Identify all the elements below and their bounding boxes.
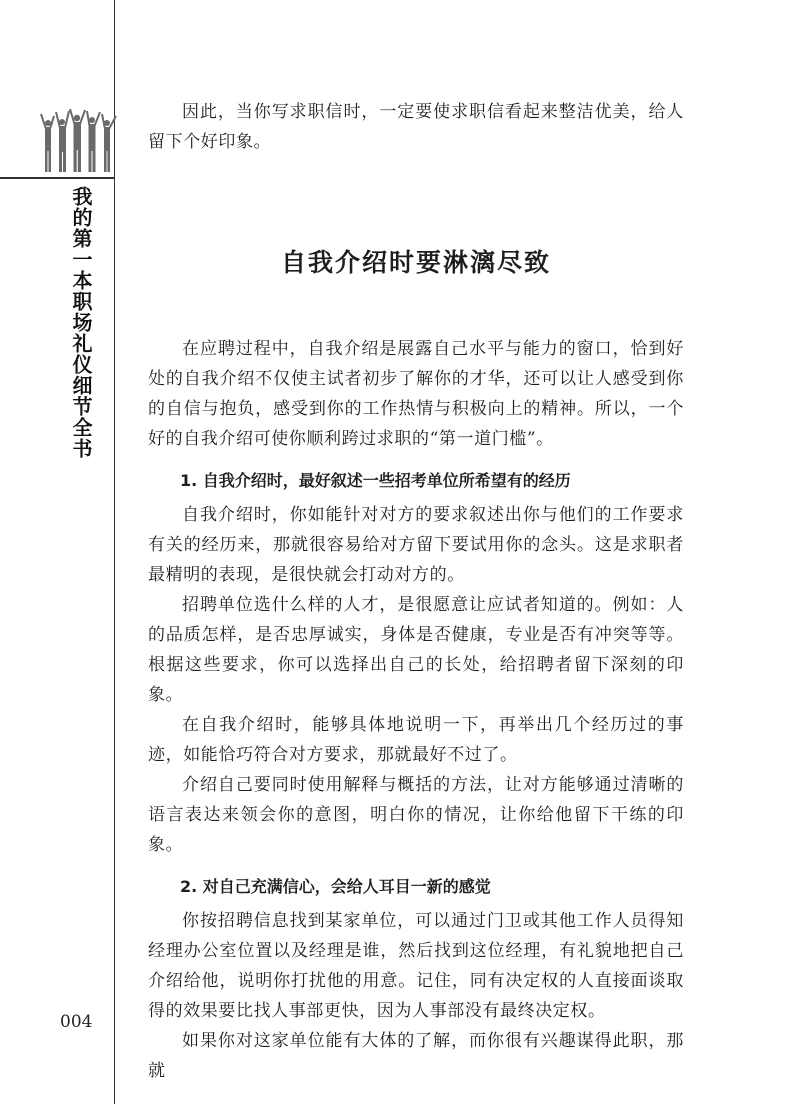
cheering-people-icon	[40, 108, 118, 174]
subsection-heading-2: 2. 对自己充满信心，会给人耳目一新的感觉	[180, 877, 491, 896]
subsection-1-paragraph: 在自我介绍时，能够具体地说明一下，再举出几个经历过的事迹，如能恰巧符合对方要求，那就最好不过了。	[148, 715, 684, 765]
subsection-1-paragraph: 招聘单位选什么样的人才，是很愿意让应试者知道的。例如：人的品质怎样，是否忠厚诚实，身体是否健康，专业是否有冲突等等。根据这些要求，你可以选择出自己的长处，给招聘者留下深刻的印象。	[148, 595, 684, 705]
sidebar-header-rule	[0, 177, 115, 179]
page-number: 004	[60, 1012, 93, 1032]
main-content	[148, 0, 684, 1086]
subsection-2-paragraph: 如果你对这家单位能有大体的了解，而你很有兴趣谋得此职，那就	[148, 1031, 684, 1081]
intro-paragraph: 因此，当你写求职信时，一定要使求职信看起来整洁优美，给人留下个好印象。	[148, 102, 684, 152]
subsection-heading-1: 1. 自我介绍时，最好叙述一些招考单位所希望有的经历	[180, 471, 571, 490]
subsection-1-paragraph: 介绍自己要同时使用解释与概括的方法，让对方能够通过清晰的语言表达来领会你的意图，明白你的情况，让你给他留下干练的印象。	[148, 775, 684, 855]
book-title-vertical: 我的第一本职场礼仪细节全书	[69, 186, 93, 459]
subsection-1-paragraph: 自我介绍时，你如能针对对方的要求叙述出你与他们的工作要求有关的经历来，那就很容易给对方留下要试用你的念头。这是求职者最精明的表现，是很快就会打动对方的。	[148, 505, 684, 585]
section-intro-paragraph: 在应聘过程中，自我介绍是展露自己水平与能力的窗口，恰到好处的自我介绍不仅使主试者初步了解你的才华，还可以让人感受到你的自信与抱负，感受到你的工作热情与积极向上的精神。所以，一个好的自我介绍可使你顺利跨过求职的“第一道门槛”。	[148, 339, 684, 449]
section-title: 自我介绍时要淋漓尽致	[280, 248, 551, 277]
subsection-2-paragraph: 你按招聘信息找到某家单位，可以通过门卫或其他工作人员得知经理办公室位置以及经理是谁，然后找到这位经理，有礼貌地把自己介绍给他，说明你打扰他的用意。记住，同有决定权的人直接面谈取得的效果要比找人事部更快，因为人事部没有最终决定权。	[148, 911, 684, 1021]
